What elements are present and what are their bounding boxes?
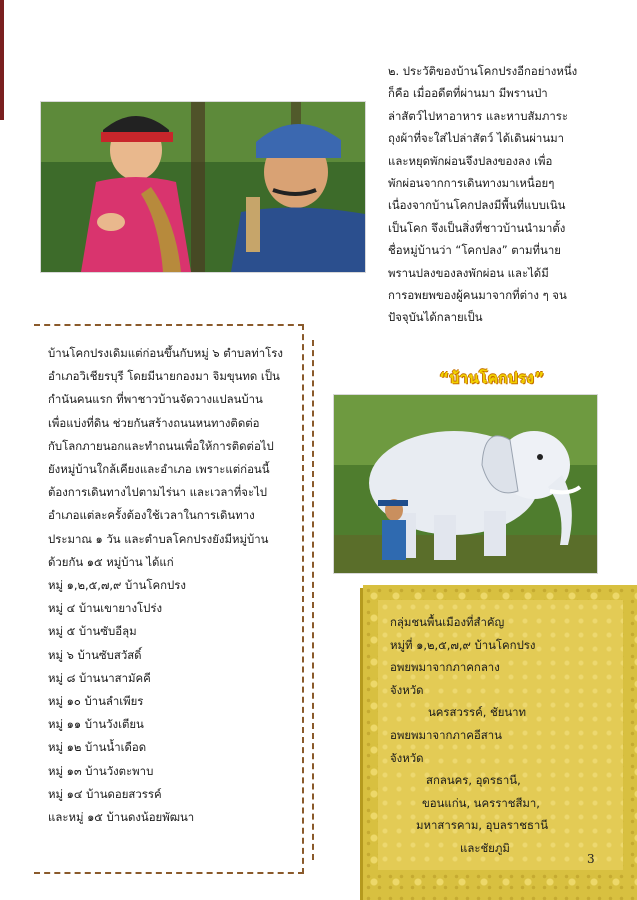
village-item: และหมู่ ๑๕ บ้านดงน้อยพัฒนา [48, 810, 195, 825]
origin-text [48, 342, 298, 829]
history-line: เนื่องจากบ้านโคกปลงมีพื้นที่แบบเนิน [388, 198, 566, 213]
village-item: หมู่ ๑๓ บ้านวังตะพาบ [48, 763, 154, 778]
village-item: หมู่ ๖ บ้านซับสวัสดิ์ [48, 647, 142, 662]
village-item: หมู่ ๑๑ บ้านวังเตียน [48, 717, 144, 732]
ethnic-line: และชัยภูมิ [460, 840, 510, 855]
ethnic-groups-text [390, 611, 615, 860]
origin-line: ยังหมู่บ้านใกล้เคียงและอำเภอ เพราะแต่ก่อนนี้ [48, 462, 270, 477]
origin-line: กำนันคนแรก ที่พาชาวบ้านจัดวางแปลนบ้าน [48, 392, 263, 407]
village-item: หมู่ ๘ บ้านนาสามัคคี [48, 670, 151, 685]
origin-line: ต้องการเดินทางไปตามไร่นา และเวลาที่จะไป [48, 485, 268, 500]
ethnic-line: สกลนคร, อุดรธานี, [426, 773, 521, 788]
history-line: พรานปลงของลงพักผ่อน และได้มี [388, 265, 549, 280]
history-line: เป็นโคก จึงเป็นสิ่งที่ชาวบ้านนำมาตั้ง [388, 220, 566, 235]
ethnic-line: จังหวัด [390, 682, 424, 697]
ethnic-line: กลุ่มชนพื้นเมืองที่สำคัญ [390, 615, 505, 629]
history-line: ถุงผ้าที่จะใส่ไปล่าสัตว์ ได้เดินผ่านมา [388, 131, 565, 146]
history-line: ปัจจุบันได้กลายเป็น [388, 310, 483, 325]
history-text [388, 60, 626, 329]
ethnic-line: มหาสารคาม, อุบลราชธานี [416, 818, 549, 833]
ethnic-line: จังหวัด [390, 750, 424, 765]
origin-line: กับโลกภายนอกและทำถนนเพื่อให้การติดต่อไป [48, 438, 274, 453]
history-line: พักผ่อนจากการเดินทางมาเหนื่อยๆ [388, 176, 555, 191]
origin-line: ประมาณ ๑ วัน และตำบลโคกปรงยังมีหมู่บ้าน [48, 531, 269, 546]
history-line: ชื่อหมู่บ้านว่า “โคกปลง” ตามที่นาย [388, 243, 561, 258]
ethnic-line: อพยพมาจากภาคกลาง [390, 660, 500, 675]
illustration-elephant [333, 394, 598, 574]
history-line: การอพยพของผู้คนมาจากที่ต่าง ๆ จน [388, 288, 567, 303]
village-item: หมู่ ๕ บ้านซับอีลุม [48, 624, 137, 639]
origin-line: อำเภอแต่ละครั้งต้องใช้เวลาในการเดินทาง [48, 508, 255, 523]
village-list [48, 574, 298, 829]
ethnic-line: นครสวรรค์, ชัยนาท [428, 705, 527, 720]
history-line: ก็คือ เมื่ออดีตที่ผ่านมา มีพรานป่า [388, 86, 548, 101]
village-item: หมู่ ๑,๒,๕,๗,๙ บ้านโคกปรง [48, 578, 186, 593]
illustration-two-men [40, 101, 366, 273]
village-item: หมู่ ๑๔ บ้านดอยสวรรค์ [48, 786, 162, 801]
page-edge-accent [0, 0, 4, 120]
page-number: 3 [587, 852, 595, 866]
ethnic-line: ขอนแก่น, นครราชสีมา, [422, 795, 540, 810]
village-item: หมู่ ๑๒ บ้านน้ำเดือด [48, 740, 147, 755]
ethnic-line: อพยพมาจากภาคอีสาน [390, 727, 502, 742]
ethnic-line: หมู่ที่ ๑,๒,๕,๗,๙ บ้านโคกปรง [390, 637, 536, 652]
origin-line: เพื่อแบ่งที่ดิน ช่วยกันสร้างถนนหนทางติดต่อ [48, 415, 260, 430]
origin-line: บ้านโคกปรงเดิมแต่ก่อนขึ้นกับหมู่ ๖ ตำบลท่าโรง [48, 346, 283, 360]
village-item: หมู่ ๑๐ บ้านลำเพียร [48, 694, 144, 709]
history-line: ๒. ประวัติของบ้านโคกปรงอีกอย่างหนึ่ง [388, 64, 578, 78]
origin-line: อำเภอวิเชียรบุรี โดยมีนายกองมา จิมขุนทด เป็น [48, 369, 280, 384]
history-line: และหยุดพักผ่อนจึงปลงของลง เพื่อ [388, 153, 553, 168]
history-line: ล่าสัตว์ไปหาอาหาร และหาบสัมภาระ [388, 108, 569, 123]
village-item: หมู่ ๔ บ้านเขายางโปร่ง [48, 601, 163, 616]
village-name-headline: “บ้านโคกปรง” [439, 369, 545, 387]
origin-line: ด้วยกัน ๑๕ หมู่บ้าน ได้แก่ [48, 554, 174, 569]
